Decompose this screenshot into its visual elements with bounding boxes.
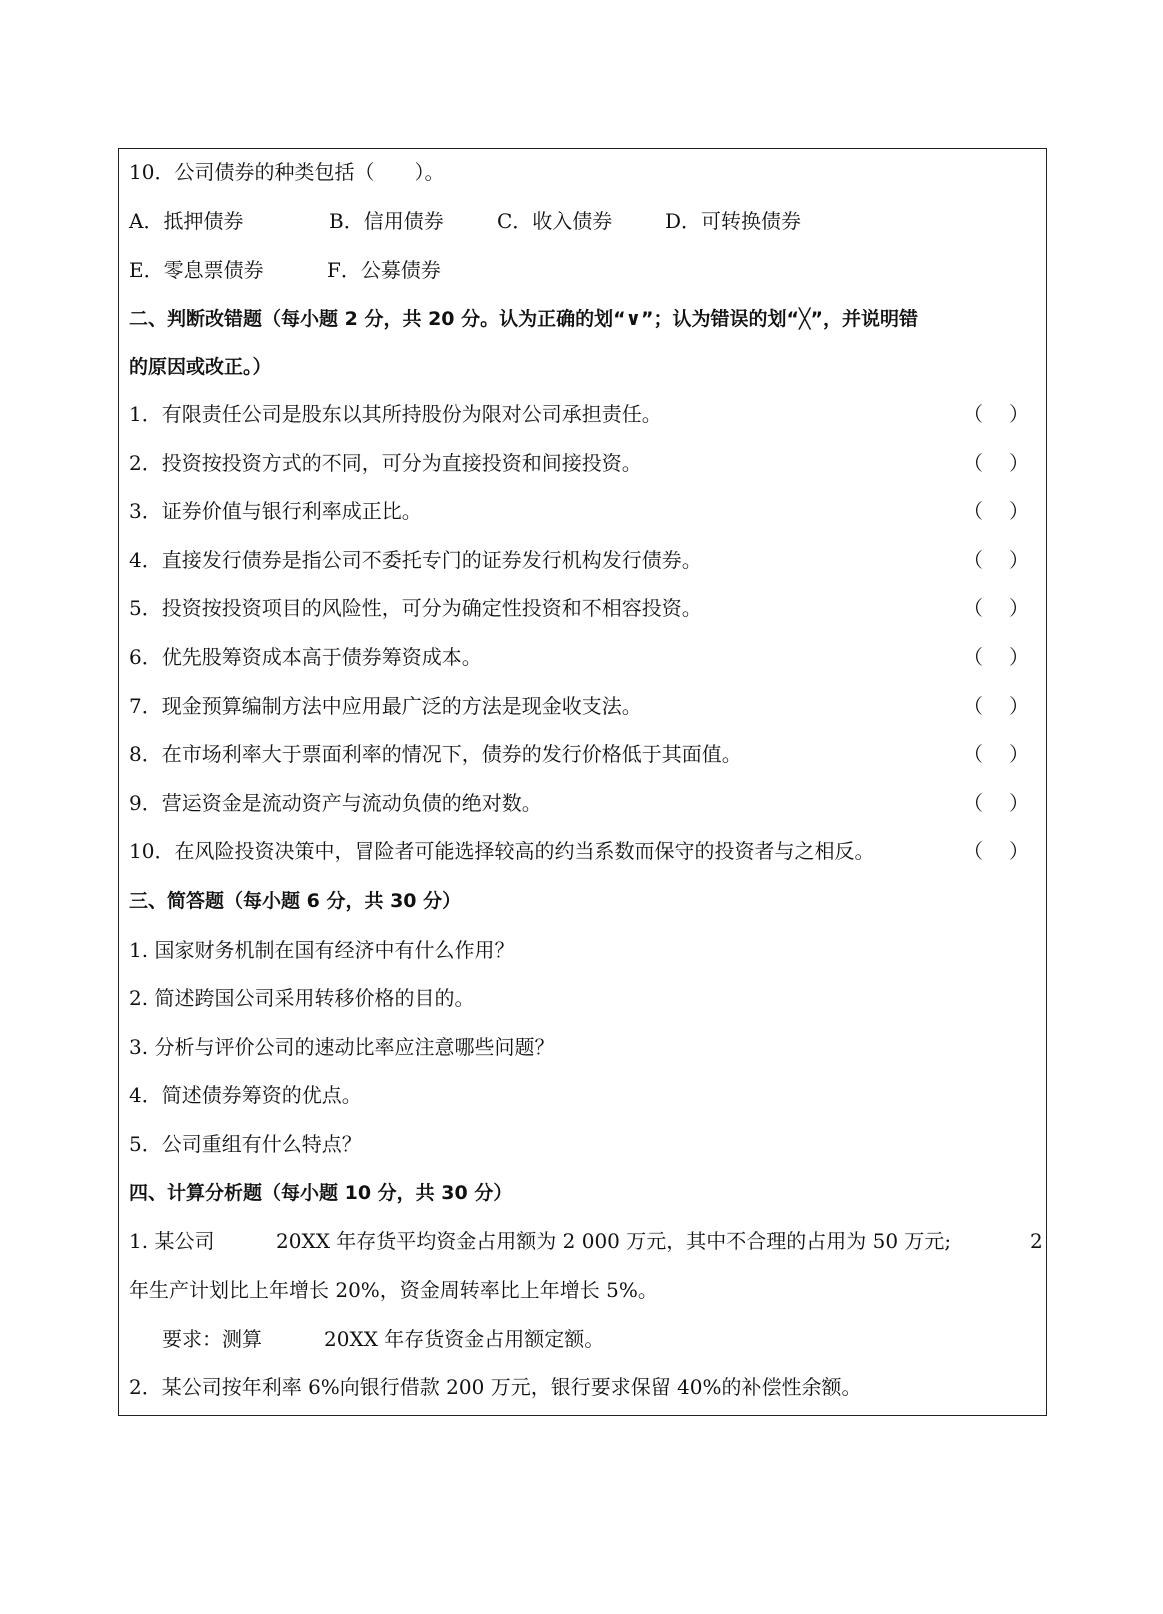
answer-blank[interactable] bbox=[963, 791, 1029, 815]
paren-open: （ bbox=[963, 791, 983, 815]
answer-blank[interactable] bbox=[963, 596, 1029, 620]
section2-item-9: 9．营运资金是流动资产与流动负债的绝对数。 bbox=[129, 791, 542, 815]
q10-option-f: F．公募债券 bbox=[327, 258, 441, 282]
paren-close: ） bbox=[1009, 791, 1029, 815]
answer-blank[interactable] bbox=[963, 402, 1029, 426]
section2-item-8: 8．在市场利率大于票面利率的情况下，债券的发行价格低于其面值。 bbox=[129, 742, 742, 766]
paren-open: （ bbox=[963, 742, 983, 766]
paren-open: （ bbox=[963, 645, 983, 669]
section2-item-1: 1．有限责任公司是股东以其所持股份为限对公司承担责任。 bbox=[129, 402, 662, 426]
section3-item-4: 4．简述债券筹资的优点。 bbox=[129, 1083, 362, 1107]
paren-open: （ bbox=[963, 548, 983, 572]
section2-heading-line2: 的原因或改正。） bbox=[129, 356, 272, 378]
paren-open: （ bbox=[963, 839, 983, 863]
section4-q1-part2: 20XX 年存货平均资金占用额为 2 000 万元，其中不合理的占用为 50 万元; bbox=[276, 1229, 952, 1253]
paren-open: （ bbox=[963, 499, 983, 523]
paren-close: ） bbox=[1009, 839, 1029, 863]
section2-heading-line1: 二、判断改错题（每小题 2 分，共 20 分。认为正确的划“∨”；认为错误的划“╳”，并说明错 bbox=[129, 308, 918, 330]
section2-item-3: 3．证券价值与银行利率成正比。 bbox=[129, 499, 422, 523]
section4-requirement-part2: 20XX 年存货资金占用额定额。 bbox=[324, 1327, 605, 1351]
section3-item-3: 3. 分析与评价公司的速动比率应注意哪些问题？ bbox=[129, 1035, 555, 1059]
section3-item-2: 2. 简述跨国公司采用转移价格的目的。 bbox=[129, 986, 475, 1010]
section3-item-5: 5．公司重组有什么特点？ bbox=[129, 1132, 362, 1156]
answer-blank[interactable] bbox=[963, 451, 1029, 475]
section2-item-7: 7．现金预算编制方法中应用最广泛的方法是现金收支法。 bbox=[129, 694, 642, 718]
paren-open: （ bbox=[963, 596, 983, 620]
paren-close: ） bbox=[1009, 499, 1029, 523]
paren-close: ） bbox=[1009, 548, 1029, 572]
section4-q1-part3: 2 bbox=[1030, 1229, 1043, 1253]
answer-blank[interactable] bbox=[963, 645, 1029, 669]
q10-option-e: E．零息票债券 bbox=[129, 258, 264, 282]
q10-option-c: C．收入债券 bbox=[497, 209, 613, 233]
answer-blank[interactable] bbox=[963, 548, 1029, 572]
paren-close: ） bbox=[1009, 596, 1029, 620]
q10-option-b: B．信用债券 bbox=[329, 209, 444, 233]
section3-heading: 三、简答题（每小题 6 分，共 30 分） bbox=[129, 890, 462, 912]
section2-item-5: 5．投资按投资项目的风险性，可分为确定性投资和不相容投资。 bbox=[129, 596, 702, 620]
section2-item-4: 4．直接发行债券是指公司不委托专门的证券发行机构发行债券。 bbox=[129, 548, 702, 572]
section4-q1-part1: 1. 某公司 bbox=[129, 1229, 215, 1253]
question-table-border bbox=[118, 148, 1047, 1416]
paren-close: ） bbox=[1009, 694, 1029, 718]
paren-close: ） bbox=[1009, 402, 1029, 426]
paren-open: （ bbox=[963, 694, 983, 718]
q10-option-a: A．抵押债券 bbox=[129, 209, 244, 233]
section4-q2: 2．某公司按年利率 6%向银行借款 200 万元，银行要求保留 40%的补偿性余额。 bbox=[129, 1375, 862, 1399]
q10-option-d: D．可转换债券 bbox=[665, 209, 802, 233]
paren-close: ） bbox=[1009, 451, 1029, 475]
q10-stem: 10．公司债券的种类包括（ ）。 bbox=[129, 160, 445, 184]
section3-item-1: 1. 国家财务机制在国有经济中有什么作用？ bbox=[129, 938, 515, 962]
answer-blank[interactable] bbox=[963, 839, 1029, 863]
section2-item-6: 6．优先股筹资成本高于债券筹资成本。 bbox=[129, 645, 482, 669]
section2-item-10: 10．在风险投资决策中，冒险者可能选择较高的约当系数而保守的投资者与之相反。 bbox=[129, 839, 875, 863]
section4-q1-line2: 年生产计划比上年增长 20%，资金周转率比上年增长 5%。 bbox=[129, 1278, 658, 1302]
section2-item-2: 2．投资按投资方式的不同，可分为直接投资和间接投资。 bbox=[129, 451, 642, 475]
paren-open: （ bbox=[963, 402, 983, 426]
answer-blank[interactable] bbox=[963, 499, 1029, 523]
paren-open: （ bbox=[963, 451, 983, 475]
section4-requirement-part1: 要求：测算 bbox=[162, 1327, 262, 1351]
answer-blank[interactable] bbox=[963, 742, 1029, 766]
paren-close: ） bbox=[1009, 742, 1029, 766]
paren-close: ） bbox=[1009, 645, 1029, 669]
section4-heading: 四、计算分析题（每小题 10 分，共 30 分） bbox=[129, 1182, 513, 1204]
answer-blank[interactable] bbox=[963, 694, 1029, 718]
